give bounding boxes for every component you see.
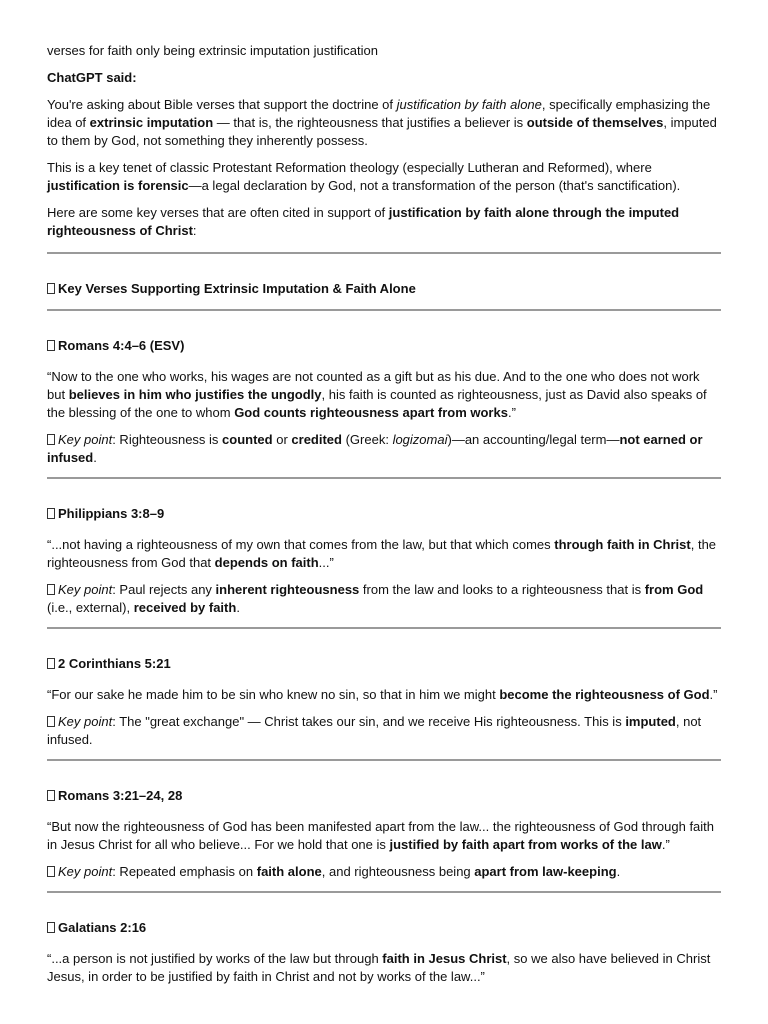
key-point: Key point: Repeated emphasis on faith alone, and righteousness being apart from law-keeping. [47, 863, 721, 881]
scroll-emoji-icon [47, 508, 55, 519]
divider [47, 252, 721, 254]
key-point-label: Key point [58, 582, 113, 597]
key-point: Key point: The "great exchange" — Christ takes our sin, and we receive His righteousness. This is imputed, not infused. [47, 714, 702, 747]
verse-sections [47, 309, 721, 986]
pointer-emoji-icon [47, 716, 55, 727]
heading-text: Key Verses Supporting Extrinsic Imputation & Faith Alone [58, 281, 416, 296]
verse-reference [47, 655, 721, 673]
divider [47, 477, 721, 479]
verse-reference-text: Galatians 2:16 [58, 920, 147, 935]
key-point-label: Key point [58, 432, 113, 447]
divider [47, 759, 721, 761]
divider [47, 891, 721, 893]
scroll-emoji-icon [47, 922, 55, 933]
verse-reference [47, 919, 721, 937]
verse-reference [47, 505, 721, 523]
section-heading [47, 280, 721, 298]
scroll-emoji-icon [47, 790, 55, 801]
verse-reference-text: Romans 3:21–24, 28 [58, 788, 183, 803]
key-point-label: Key point [58, 864, 113, 879]
verse-reference-text: Philippians 3:8–9 [58, 506, 165, 521]
verse-text: “Now to the one who works, his wages are not counted as a gift but as his due. And to the one who does not work but believes in him who justifies the ungodly, his faith is counted as righteousness, just as David also speaks of the blessing of the one to whom God counts righteousness apart from works.” [47, 369, 707, 420]
verse-reference-text: Romans 4:4–6 (ESV) [58, 338, 185, 353]
key-point: Key point: Paul rejects any inherent righteousness from the law and looks to a righteousness that is from God (i.e., external), received by faith. [47, 582, 704, 615]
verse-reference [47, 787, 721, 805]
verse-text: “...a person is not justified by works of the law but through faith in Jesus Christ, so we also have believed in Christ Jesus, in order to be justified by faith in Christ and not by works of the law...” [47, 951, 711, 984]
verse-text: “For our sake he made him to be sin who knew no sin, so that in him we might become the righteousness of God.” [47, 687, 718, 702]
pointer-emoji-icon [47, 866, 55, 877]
speaker-label: ChatGPT said: [47, 70, 137, 85]
intro-paragraph-1: You're asking about Bible verses that support the doctrine of justification by faith alone, specifically emphasizing the idea of extrinsic imputation — that is, the righteousness that justifies a believer is outside of themselves, imputed to them by God, not something they inherently possess. [47, 97, 717, 148]
pointer-emoji-icon [47, 584, 55, 595]
pointer-emoji-icon [47, 434, 55, 445]
scroll-emoji-icon [47, 340, 55, 351]
user-query: verses for faith only being extrinsic imputation justification [47, 43, 378, 58]
book-emoji-icon [47, 283, 55, 294]
key-point-label: Key point [58, 714, 113, 729]
verse-text: “But now the righteousness of God has been manifested apart from the law... the righteousness of God through faith in Jesus Christ for all who believe... For we hold that one is justified by faith apart from works of the law.” [47, 819, 715, 852]
scroll-emoji-icon [47, 658, 55, 669]
key-point: Key point: Righteousness is counted or credited (Greek: logizomai)—an accounting/legal term—not earned or infused. [47, 432, 703, 465]
verse-reference-text: 2 Corinthians 5:21 [58, 656, 171, 671]
divider [47, 309, 721, 311]
verse-reference [47, 337, 721, 355]
verse-text: “...not having a righteousness of my own that comes from the law, but that which comes through faith in Christ, the righteousness from God that depends on faith...” [47, 537, 717, 570]
intro-paragraph-2: This is a key tenet of classic Protestant Reformation theology (especially Lutheran and Reformed), where justification is forensic—a legal declaration by God, not a transformation of the person (that's sanctification). [47, 160, 681, 193]
intro-paragraph-3: Here are some key verses that are often cited in support of justification by faith alone through the imputed righteousness of Christ: [47, 205, 680, 238]
divider [47, 627, 721, 629]
